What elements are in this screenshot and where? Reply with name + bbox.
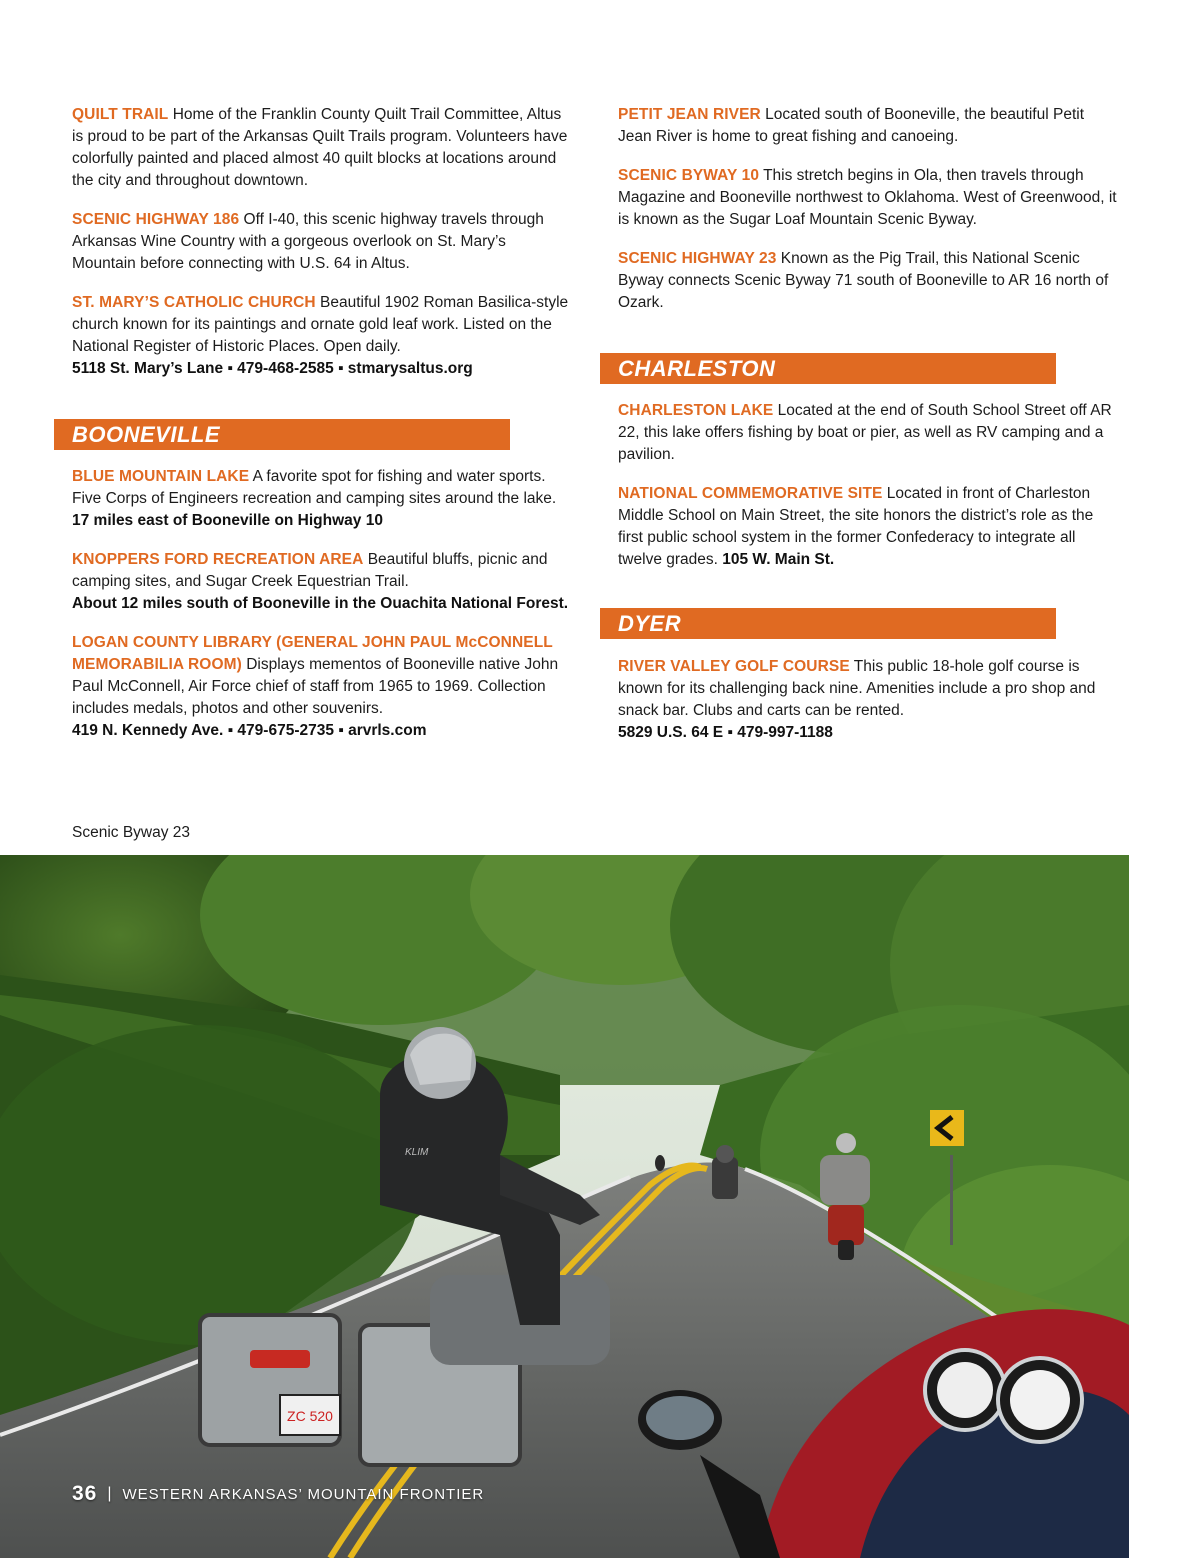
dyer-column	[618, 656, 1118, 761]
entry-scenic-byway-10	[618, 165, 1118, 231]
booneville-column	[72, 466, 572, 759]
entry-name: LOGAN COUNTY LIBRARY (GENERAL JOHN PAUL McCONNELL MEMORABILIA ROOM)	[72, 634, 553, 673]
entry-name: NATIONAL COMMEMORATIVE SITE	[618, 485, 883, 502]
charleston-column	[618, 400, 1118, 588]
entry-name: BLUE MOUNTAIN LAKE	[72, 468, 250, 485]
entry-blue-mountain-lake	[72, 466, 572, 532]
entry-national-commemorative-site	[618, 483, 1118, 571]
publication-title: WESTERN ARKANSAS’ MOUNTAIN FRONTIER	[122, 1485, 485, 1503]
entry-name: RIVER VALLEY GOLF COURSE	[618, 658, 850, 675]
left-column	[72, 104, 572, 397]
entry-st-marys-church	[72, 292, 572, 380]
entry-location: 17 miles east of Booneville on Highway 10	[72, 512, 383, 529]
entry-name: SCENIC BYWAY 10	[618, 167, 760, 184]
entry-name: ST. MARY’S CATHOLIC CHURCH	[72, 294, 316, 311]
entry-text: This stretch begins in Ola, then travels through Magazine and Booneville northwest to Oklahoma. West of Greenwood, it is known as the Sugar Loaf Mountain Scenic Byway.	[618, 167, 1117, 228]
entry-name: SCENIC HIGHWAY 23	[618, 250, 777, 267]
entry-name: QUILT TRAIL	[72, 106, 169, 123]
jacket-brand-text: KLIM	[405, 1147, 429, 1158]
section-header-booneville: BOONEVILLE	[54, 419, 510, 450]
entry-name: SCENIC HIGHWAY 186	[72, 211, 240, 228]
license-plate: ZC 520	[287, 1408, 333, 1424]
entry-quilt-trail	[72, 104, 572, 192]
entry-scenic-highway-186	[72, 209, 572, 275]
entry-text: Beautiful 1902 Roman Basilica-style church known for its paintings and ornate gold leaf work. Listed on the National Register of Historic Places. Open daily.	[72, 294, 569, 355]
photo-illustration	[0, 855, 1129, 1558]
entry-text: A favorite spot for fishing and water sports. Five Corps of Engineers recreation and camping sites around the lake.	[72, 468, 557, 507]
entry-river-valley-golf	[618, 656, 1118, 744]
entry-knoppers-ford	[72, 549, 572, 615]
entry-text: Off I-40, this scenic highway travels through Arkansas Wine Country with a gorgeous overlook on St. Mary’s Mountain before connecting with U.S. 64 in Altus.	[72, 211, 544, 272]
entry-contact: 5118 St. Mary’s Lane ▪ 479-468-2585 ▪ stmarysaltus.org	[72, 360, 473, 377]
page-footer	[72, 1482, 484, 1506]
entry-charleston-lake	[618, 400, 1118, 466]
entry-text: Home of the Franklin County Quilt Trail Committee, Altus is proud to be part of the Arkansas Quilt Trails program. Volunteers have colorfully painted and placed almost 40 quilt blocks at locations around the city and throughout downtown.	[72, 106, 568, 189]
page-number: 36	[72, 1482, 98, 1505]
section-header-charleston: CHARLESTON	[600, 353, 1056, 384]
entry-text: Displays mementos of Booneville native John Paul McConnell, Air Force chief of staff from 1965 to 1969. Collection includes medals, photos and other souvenirs.	[72, 656, 559, 717]
entry-scenic-highway-23	[618, 248, 1118, 314]
entry-name: PETIT JEAN RIVER	[618, 106, 761, 123]
entry-contact: 419 N. Kennedy Ave. ▪ 479-675-2735 ▪ arvrls.com	[72, 722, 427, 739]
entry-text: Located at the end of South School Street off AR 22, this lake offers fishing by boat or pier, as well as RV camping and a pavilion.	[618, 402, 1112, 463]
entry-location: About 12 miles south of Booneville in the Ouachita National Forest.	[72, 595, 569, 612]
photo-caption: Scenic Byway 23	[72, 824, 191, 841]
entry-name: CHARLESTON LAKE	[618, 402, 774, 419]
entry-text: Located south of Booneville, the beautiful Petit Jean River is home to great fishing and canoeing.	[618, 106, 1084, 145]
entry-name: KNOPPERS FORD RECREATION AREA	[72, 551, 364, 568]
entry-logan-county-library	[72, 632, 572, 742]
entry-text: Known as the Pig Trail, this National Scenic Byway connects Scenic Byway 71 south of Booneville to AR 16 north of Ozark.	[618, 250, 1109, 311]
entry-contact: 5829 U.S. 64 E ▪ 479-997-1188	[618, 724, 833, 741]
section-header-dyer: DYER	[600, 608, 1056, 639]
entry-text: This public 18-hole golf course is known for its challenging back nine. Amenities include a pro shop and snack bar. Clubs and carts can be rented.	[618, 658, 1096, 719]
footer-separator: |	[107, 1485, 113, 1502]
motorcycle-road-photo	[0, 855, 1129, 1558]
entry-location: 105 W. Main St.	[722, 551, 835, 568]
entry-text: Beautiful bluffs, picnic and camping sites, and Sugar Creek Equestrian Trail.	[72, 551, 548, 590]
right-column	[618, 104, 1118, 331]
entry-text: Located in front of Charleston Middle School on Main Street, the site honors the district’s role as the first public school system in the former Confederacy to integrate all twelve grades.	[618, 485, 1094, 568]
entry-petit-jean-river	[618, 104, 1118, 148]
